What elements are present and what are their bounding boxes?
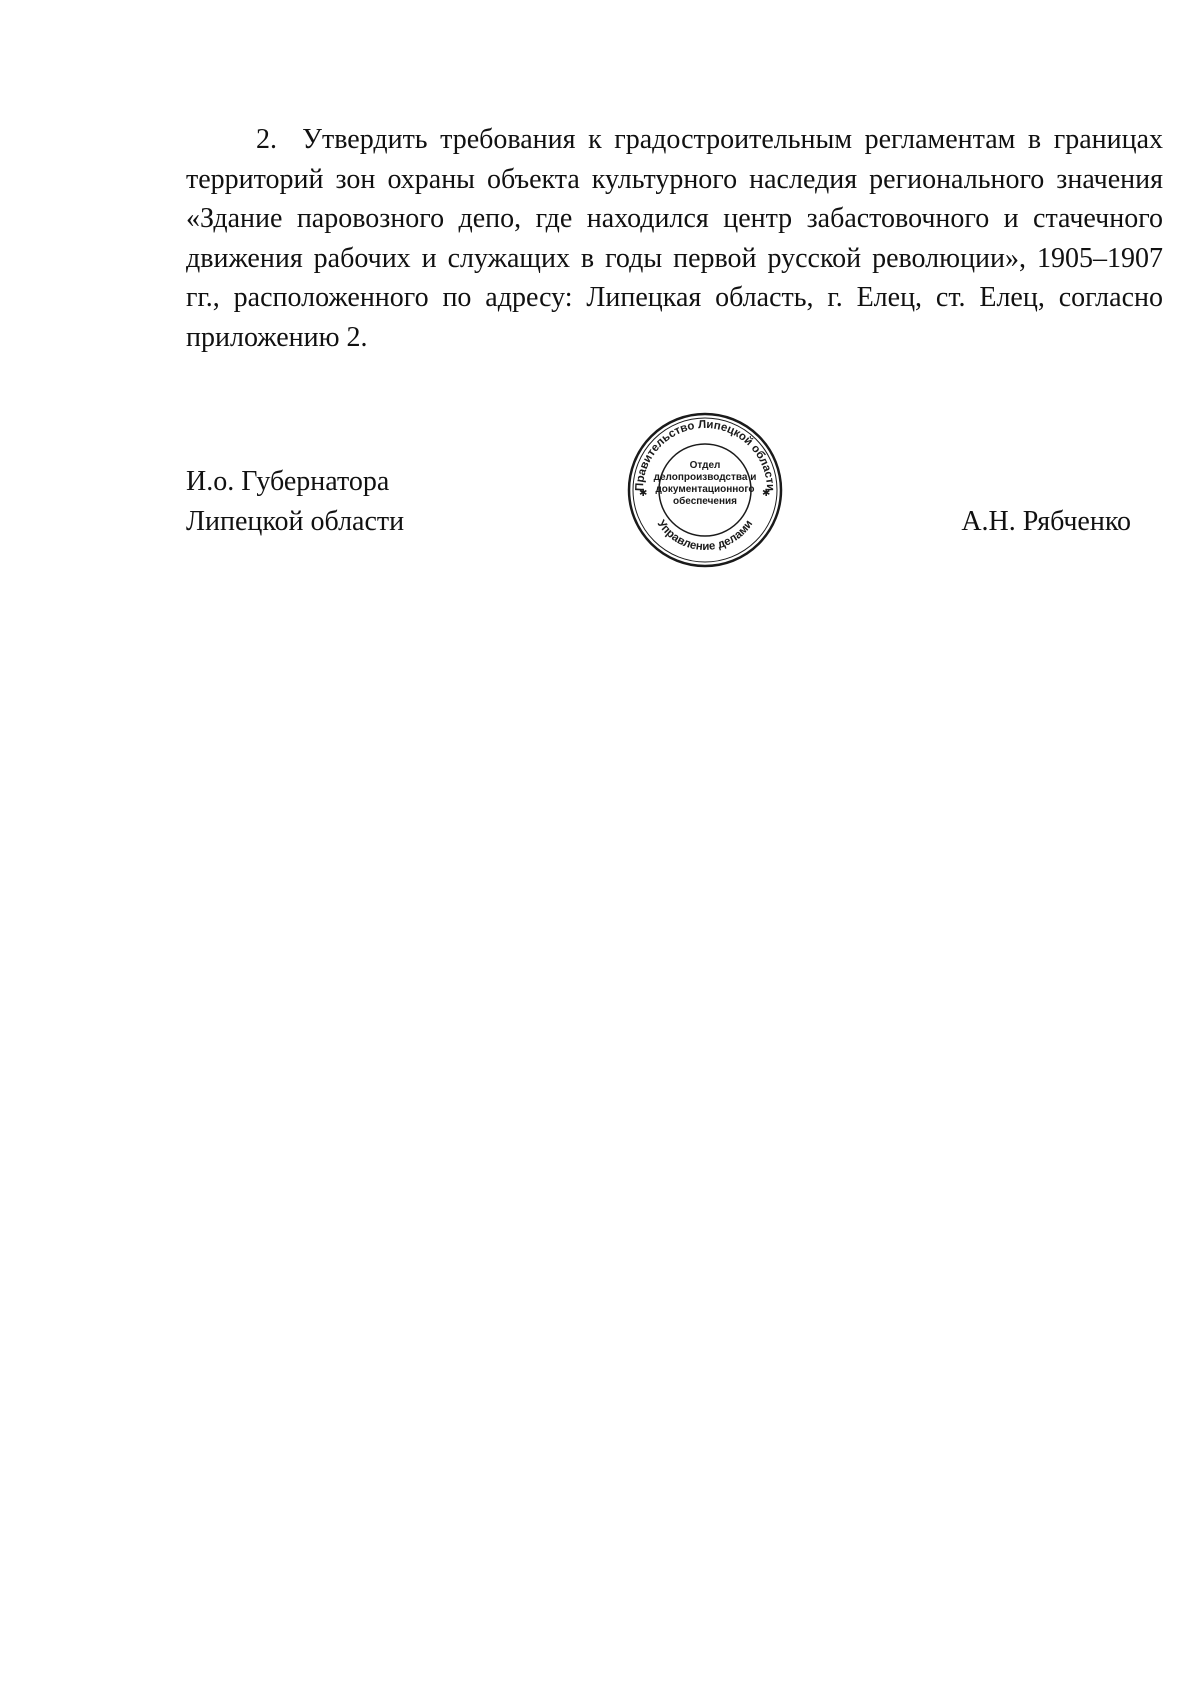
seal-star-right-icon: ✱: [762, 488, 771, 499]
seal-center-line3: документационного: [655, 484, 755, 495]
seal-text-top-path: Правительство Липецкой области: [633, 418, 777, 492]
decree-paragraph-2: [186, 120, 1163, 357]
signatory-title-line2: Липецкой области: [186, 506, 405, 537]
seal-center-line4: обеспечения: [672, 496, 738, 507]
signatory-title: [186, 462, 404, 542]
signatory-title-line1: И.о. Губернатора: [186, 466, 390, 497]
seal-star-left-icon: ✱: [639, 488, 648, 499]
official-seal: [625, 410, 785, 570]
seal-center-line1: Отдел: [689, 460, 721, 471]
seal-text-bottom-path: Управление делами: [654, 518, 756, 554]
paragraph-number: 2.: [256, 124, 277, 155]
signatory-name: А.Н. Рябченко: [961, 506, 1131, 537]
seal-center-line2: делопроизводства и: [653, 472, 757, 483]
seal-center-text: [625, 460, 785, 508]
paragraph-text: Утвердить требования к градостроительным регламентам в границах территорий зон охраны объекта культурного наследия регионального значения «Здание паровозного депо, где находился центр забастовочного и стачечного движения рабочих и служащих в годы первой русской революции», 1905–1907 гг., расположенного по адресу: Липецкая область, г. Елец, ст. Елец, согласно приложению 2.: [186, 124, 1164, 353]
